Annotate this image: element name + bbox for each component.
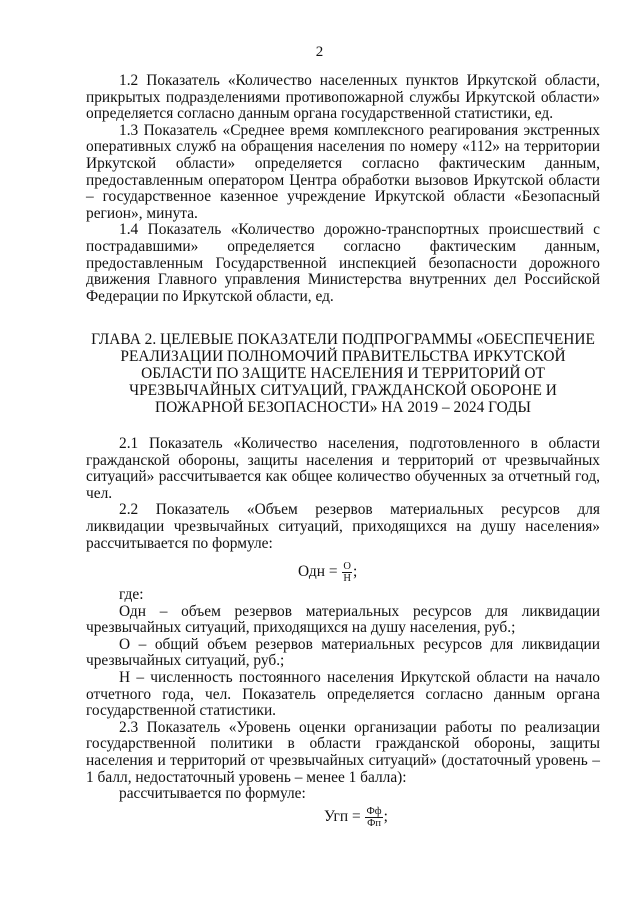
formula-odn <box>298 561 357 584</box>
formula-odn-fraction <box>342 561 352 584</box>
paragraph-1-2: 1.2 Показатель «Количество населенных пунктов Иркутской области, прикрытых подразделениями противопожарной службы Иркутской области» определяется согласно данным органа государственной статистики, ед. <box>86 72 600 123</box>
definition-o: О – общий объем резервов материальных ресурсов для ликвидации чрезвычайных ситуаций, руб.; <box>86 635 600 670</box>
section-2-part-a <box>86 436 600 552</box>
definition-odn: Одн – объем резервов материальных ресурсов для ликвидации чрезвычайных ситуаций, приходящихся на душу населения, руб.; <box>86 602 600 637</box>
formula-ugp <box>324 806 388 829</box>
formula-ugp-end: ; <box>383 808 388 826</box>
formula-ugp-lhs: Угп = <box>324 808 361 826</box>
formula-odn-lhs: Одн = <box>298 563 338 581</box>
paragraph-1-3: 1.3 Показатель «Среднее время комплексного реагирования экстренных оперативных служб на обращения населения по номеру «112» на территории Иркутской области» определяется согласно фактическим данным, предоставленным оператором Центра обработки вызовов Иркутской области – государственное казенное учреждение Иркутской области «Безопасный регион», минута. <box>86 121 600 222</box>
formula-odn-denominator: Н <box>343 573 351 584</box>
paragraph-1-4: 1.4 Показатель «Количество дорожно-транспортных происшествий с пострадавшими» определяется согласно фактическим данным, предоставленным Государственной инспекцией безопасности дорожного движения Главного управления Министерства внутренних дел Российской Федерации по Иркутской области, ед. <box>86 221 600 305</box>
formula-ugp-denominator: Фп <box>367 818 381 829</box>
definition-n: Н – численность постоянного населения Иркутской области на начало отчетного года, чел. Показатель определяется согласно данным органа государственной статистики. <box>86 668 600 720</box>
formula-ugp-numerator: Фф <box>366 806 382 817</box>
paragraph-2-1: 2.1 Показатель «Количество населения, подготовленного в области гражданской обороны, защиты населения и территорий от чрезвычайных ситуаций» рассчитывается как общее количество обученных за отчетный год, чел. <box>86 435 600 502</box>
formula-ugp-fraction <box>365 806 382 829</box>
formula-odn-end: ; <box>352 563 358 581</box>
where-label: где: <box>119 586 144 603</box>
calc-label: рассчитывается по формуле: <box>119 785 306 803</box>
page-number: 2 <box>315 44 324 60</box>
section-1-indicators <box>86 73 600 305</box>
chapter-2-heading: ГЛАВА 2. ЦЕЛЕВЫЕ ПОКАЗАТЕЛИ ПОДПРОГРАММЫ «ОБЕСПЕЧЕНИЕ РЕАЛИЗАЦИИ ПОЛНОМОЧИЙ ПРАВИТЕЛЬСТВА ИРКУТСКОЙ ОБЛАСТИ ПО ЗАЩИТЕ НАСЕЛЕНИЯ И ТЕРРИТОРИЙ ОТ ЧРЕЗВЫЧАЙНЫХ СИТУАЦИЙ, ГРАЖДАНСКОЙ ОБОРОНЕ И ПОЖАРНОЙ БЕЗОПАСНОСТИ» НА 2019 – 2024 ГОДЫ <box>91 331 595 416</box>
paragraph-2-3: 2.3 Показатель «Уровень оценки организации работы по реализации государственной политики в области гражданской обороны, защиты населения и территорий от чрезвычайных ситуаций» (достаточный уровень – 1 балл, недостаточный уровень – менее 1 балла): <box>86 718 600 786</box>
section-2-part-b <box>86 587 600 803</box>
formula-odn-numerator: О <box>343 561 351 572</box>
paragraph-2-2: 2.2 Показатель «Объем резервов материальных ресурсов для ликвидации чрезвычайных ситуаций, приходящихся на душу населения» рассчитывается по формуле: <box>86 501 600 552</box>
